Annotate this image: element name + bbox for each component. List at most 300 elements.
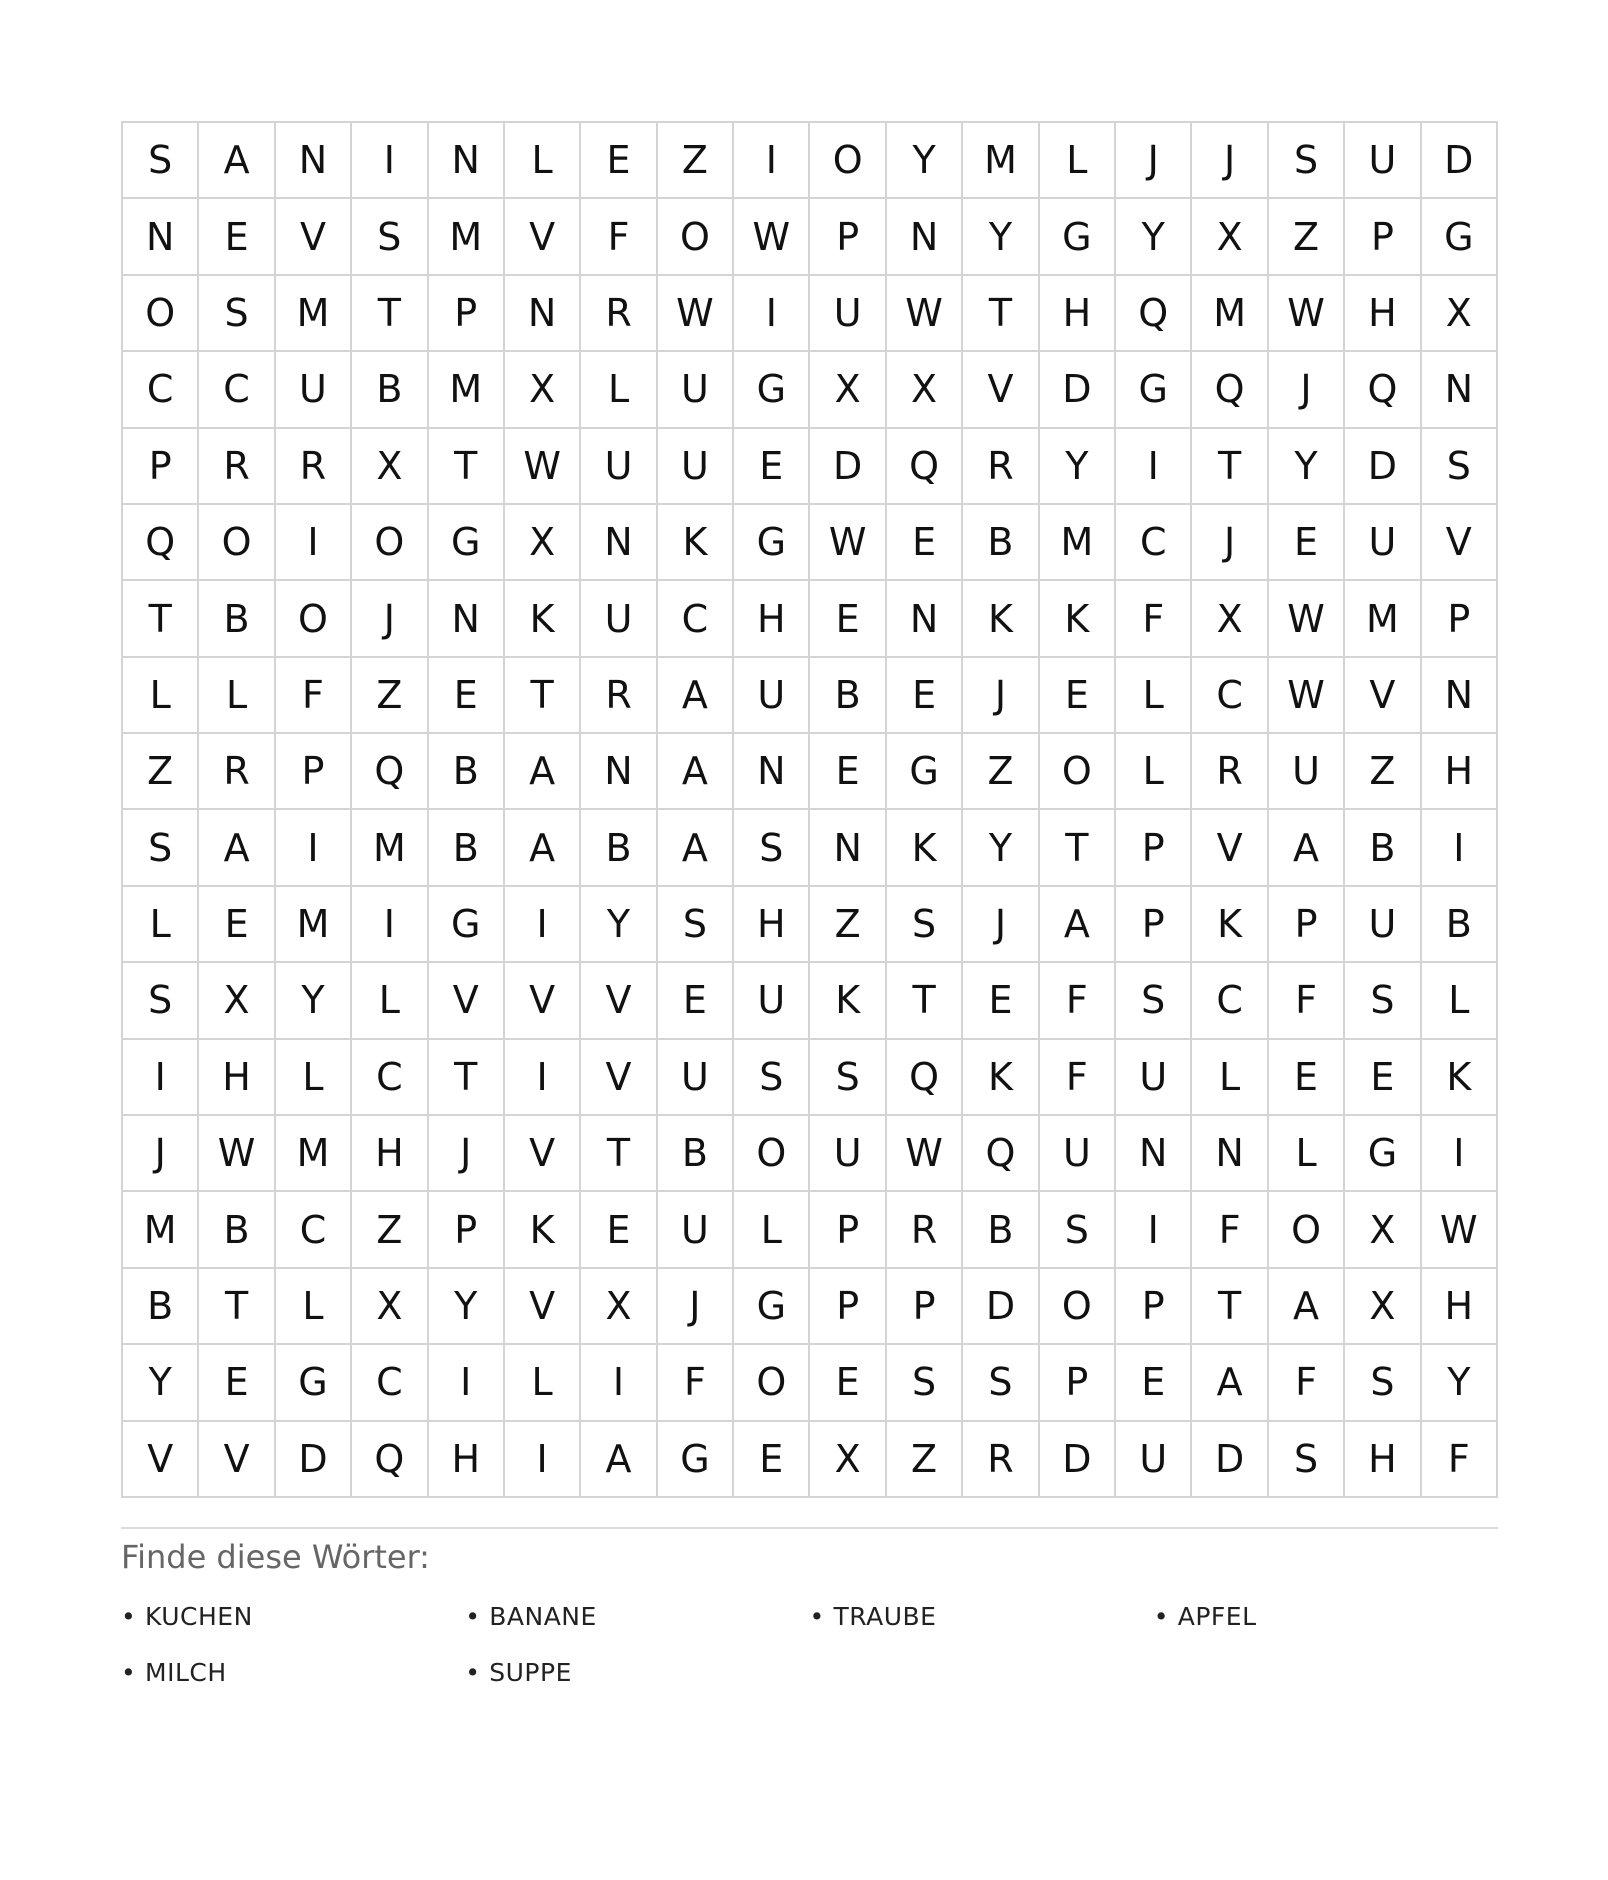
- grid-cell[interactable]: F: [1040, 963, 1116, 1039]
- grid-cell[interactable]: S: [1422, 429, 1498, 505]
- grid-cell[interactable]: C: [1192, 658, 1268, 734]
- grid-cell[interactable]: Z: [963, 734, 1039, 810]
- grid-cell[interactable]: I: [429, 1345, 505, 1421]
- grid-cell[interactable]: L: [352, 963, 428, 1039]
- grid-cell[interactable]: S: [658, 887, 734, 963]
- grid-cell[interactable]: V: [429, 963, 505, 1039]
- grid-cell[interactable]: P: [429, 276, 505, 352]
- grid-cell[interactable]: I: [1422, 810, 1498, 886]
- grid-cell[interactable]: M: [123, 1192, 199, 1268]
- grid-cell[interactable]: I: [505, 887, 581, 963]
- grid-cell[interactable]: X: [810, 1422, 886, 1498]
- grid-cell[interactable]: H: [199, 1040, 275, 1116]
- grid-cell[interactable]: K: [505, 581, 581, 657]
- grid-cell[interactable]: O: [1040, 1269, 1116, 1345]
- grid-cell[interactable]: J: [1116, 123, 1192, 199]
- grid-cell[interactable]: Q: [887, 429, 963, 505]
- grid-cell[interactable]: L: [505, 1345, 581, 1421]
- grid-cell[interactable]: M: [1192, 276, 1268, 352]
- grid-cell[interactable]: O: [199, 505, 275, 581]
- grid-cell[interactable]: I: [581, 1345, 657, 1421]
- grid-cell[interactable]: K: [810, 963, 886, 1039]
- grid-cell[interactable]: S: [734, 1040, 810, 1116]
- grid-cell[interactable]: U: [658, 429, 734, 505]
- grid-cell[interactable]: T: [429, 429, 505, 505]
- grid-cell[interactable]: N: [1422, 352, 1498, 428]
- grid-cell[interactable]: T: [429, 1040, 505, 1116]
- grid-cell[interactable]: N: [429, 581, 505, 657]
- grid-cell[interactable]: A: [1192, 1345, 1268, 1421]
- grid-cell[interactable]: R: [963, 429, 1039, 505]
- grid-cell[interactable]: G: [1345, 1116, 1421, 1192]
- grid-cell[interactable]: P: [887, 1269, 963, 1345]
- grid-cell[interactable]: T: [199, 1269, 275, 1345]
- grid-cell[interactable]: E: [887, 658, 963, 734]
- grid-cell[interactable]: I: [1116, 429, 1192, 505]
- grid-cell[interactable]: U: [581, 581, 657, 657]
- grid-cell[interactable]: S: [963, 1345, 1039, 1421]
- grid-cell[interactable]: E: [199, 199, 275, 275]
- grid-cell[interactable]: G: [429, 505, 505, 581]
- grid-cell[interactable]: Z: [887, 1422, 963, 1498]
- grid-cell[interactable]: Y: [1269, 429, 1345, 505]
- grid-cell[interactable]: T: [1192, 429, 1268, 505]
- grid-cell[interactable]: H: [734, 887, 810, 963]
- grid-cell[interactable]: J: [1269, 352, 1345, 428]
- grid-cell[interactable]: T: [963, 276, 1039, 352]
- grid-cell[interactable]: E: [581, 123, 657, 199]
- grid-cell[interactable]: N: [1192, 1116, 1268, 1192]
- grid-cell[interactable]: P: [810, 199, 886, 275]
- grid-cell[interactable]: N: [810, 810, 886, 886]
- grid-cell[interactable]: E: [734, 429, 810, 505]
- grid-cell[interactable]: T: [505, 658, 581, 734]
- grid-cell[interactable]: Z: [123, 734, 199, 810]
- grid-cell[interactable]: J: [963, 887, 1039, 963]
- grid-cell[interactable]: F: [1269, 1345, 1345, 1421]
- grid-cell[interactable]: Y: [1116, 199, 1192, 275]
- grid-cell[interactable]: E: [734, 1422, 810, 1498]
- grid-cell[interactable]: P: [1116, 1269, 1192, 1345]
- grid-cell[interactable]: Z: [352, 1192, 428, 1268]
- grid-cell[interactable]: S: [1116, 963, 1192, 1039]
- grid-cell[interactable]: E: [199, 887, 275, 963]
- grid-cell[interactable]: G: [734, 505, 810, 581]
- grid-cell[interactable]: I: [505, 1422, 581, 1498]
- grid-cell[interactable]: B: [1422, 887, 1498, 963]
- grid-cell[interactable]: T: [887, 963, 963, 1039]
- grid-cell[interactable]: W: [734, 199, 810, 275]
- grid-cell[interactable]: Q: [352, 1422, 428, 1498]
- grid-cell[interactable]: B: [123, 1269, 199, 1345]
- grid-cell[interactable]: W: [505, 429, 581, 505]
- grid-cell[interactable]: W: [1269, 276, 1345, 352]
- grid-cell[interactable]: T: [581, 1116, 657, 1192]
- grid-cell[interactable]: M: [276, 1116, 352, 1192]
- grid-cell[interactable]: L: [123, 887, 199, 963]
- grid-cell[interactable]: X: [1422, 276, 1498, 352]
- grid-cell[interactable]: V: [505, 1269, 581, 1345]
- grid-cell[interactable]: Q: [352, 734, 428, 810]
- grid-cell[interactable]: G: [1116, 352, 1192, 428]
- grid-cell[interactable]: K: [505, 1192, 581, 1268]
- grid-cell[interactable]: K: [1192, 887, 1268, 963]
- grid-cell[interactable]: Q: [1345, 352, 1421, 428]
- grid-cell[interactable]: P: [429, 1192, 505, 1268]
- grid-cell[interactable]: N: [1422, 658, 1498, 734]
- grid-cell[interactable]: U: [581, 429, 657, 505]
- grid-cell[interactable]: H: [1345, 1422, 1421, 1498]
- grid-cell[interactable]: R: [963, 1422, 1039, 1498]
- grid-cell[interactable]: P: [1269, 887, 1345, 963]
- grid-cell[interactable]: L: [1116, 734, 1192, 810]
- grid-cell[interactable]: W: [810, 505, 886, 581]
- grid-cell[interactable]: W: [887, 1116, 963, 1192]
- grid-cell[interactable]: L: [1040, 123, 1116, 199]
- grid-cell[interactable]: B: [810, 658, 886, 734]
- grid-cell[interactable]: L: [734, 1192, 810, 1268]
- grid-cell[interactable]: W: [887, 276, 963, 352]
- grid-cell[interactable]: G: [734, 352, 810, 428]
- grid-cell[interactable]: N: [505, 276, 581, 352]
- grid-cell[interactable]: H: [1422, 734, 1498, 810]
- grid-cell[interactable]: Z: [1269, 199, 1345, 275]
- grid-cell[interactable]: F: [658, 1345, 734, 1421]
- grid-cell[interactable]: T: [1040, 810, 1116, 886]
- grid-cell[interactable]: O: [276, 581, 352, 657]
- grid-cell[interactable]: R: [887, 1192, 963, 1268]
- grid-cell[interactable]: E: [1116, 1345, 1192, 1421]
- grid-cell[interactable]: H: [734, 581, 810, 657]
- grid-cell[interactable]: R: [276, 429, 352, 505]
- grid-cell[interactable]: E: [810, 734, 886, 810]
- grid-cell[interactable]: X: [505, 505, 581, 581]
- grid-cell[interactable]: A: [505, 810, 581, 886]
- grid-cell[interactable]: I: [734, 276, 810, 352]
- grid-cell[interactable]: Y: [429, 1269, 505, 1345]
- grid-cell[interactable]: N: [581, 734, 657, 810]
- grid-cell[interactable]: M: [276, 276, 352, 352]
- grid-cell[interactable]: D: [963, 1269, 1039, 1345]
- grid-cell[interactable]: S: [734, 810, 810, 886]
- grid-cell[interactable]: S: [123, 123, 199, 199]
- grid-cell[interactable]: K: [963, 581, 1039, 657]
- grid-cell[interactable]: L: [276, 1269, 352, 1345]
- grid-cell[interactable]: U: [810, 1116, 886, 1192]
- grid-cell[interactable]: B: [352, 352, 428, 428]
- grid-cell[interactable]: K: [887, 810, 963, 886]
- grid-cell[interactable]: N: [429, 123, 505, 199]
- grid-cell[interactable]: Q: [1116, 276, 1192, 352]
- grid-cell[interactable]: N: [887, 199, 963, 275]
- grid-cell[interactable]: Y: [1040, 429, 1116, 505]
- grid-cell[interactable]: P: [1040, 1345, 1116, 1421]
- grid-cell[interactable]: U: [658, 352, 734, 428]
- grid-cell[interactable]: S: [887, 887, 963, 963]
- grid-cell[interactable]: W: [199, 1116, 275, 1192]
- grid-cell[interactable]: O: [123, 276, 199, 352]
- grid-cell[interactable]: F: [581, 199, 657, 275]
- grid-cell[interactable]: F: [1422, 1422, 1498, 1498]
- grid-cell[interactable]: W: [1269, 658, 1345, 734]
- grid-cell[interactable]: V: [505, 1116, 581, 1192]
- grid-cell[interactable]: C: [199, 352, 275, 428]
- grid-cell[interactable]: C: [352, 1040, 428, 1116]
- grid-cell[interactable]: X: [352, 429, 428, 505]
- grid-cell[interactable]: N: [1116, 1116, 1192, 1192]
- grid-cell[interactable]: I: [276, 810, 352, 886]
- grid-cell[interactable]: Q: [887, 1040, 963, 1116]
- grid-cell[interactable]: B: [199, 1192, 275, 1268]
- grid-cell[interactable]: U: [658, 1192, 734, 1268]
- grid-cell[interactable]: Q: [1192, 352, 1268, 428]
- grid-cell[interactable]: B: [963, 1192, 1039, 1268]
- grid-cell[interactable]: A: [658, 734, 734, 810]
- grid-cell[interactable]: K: [1422, 1040, 1498, 1116]
- grid-cell[interactable]: X: [352, 1269, 428, 1345]
- grid-cell[interactable]: E: [199, 1345, 275, 1421]
- grid-cell[interactable]: I: [734, 123, 810, 199]
- grid-cell[interactable]: I: [352, 887, 428, 963]
- grid-cell[interactable]: X: [505, 352, 581, 428]
- grid-cell[interactable]: U: [734, 963, 810, 1039]
- grid-cell[interactable]: V: [505, 963, 581, 1039]
- grid-cell[interactable]: B: [658, 1116, 734, 1192]
- grid-cell[interactable]: J: [963, 658, 1039, 734]
- grid-cell[interactable]: N: [581, 505, 657, 581]
- grid-cell[interactable]: M: [352, 810, 428, 886]
- grid-cell[interactable]: S: [887, 1345, 963, 1421]
- grid-cell[interactable]: G: [276, 1345, 352, 1421]
- grid-cell[interactable]: R: [1192, 734, 1268, 810]
- grid-cell[interactable]: P: [1116, 887, 1192, 963]
- grid-cell[interactable]: R: [199, 734, 275, 810]
- grid-cell[interactable]: I: [1116, 1192, 1192, 1268]
- grid-cell[interactable]: F: [1192, 1192, 1268, 1268]
- grid-cell[interactable]: W: [658, 276, 734, 352]
- grid-cell[interactable]: T: [123, 581, 199, 657]
- grid-cell[interactable]: S: [1345, 1345, 1421, 1421]
- grid-cell[interactable]: U: [810, 276, 886, 352]
- grid-cell[interactable]: L: [1116, 658, 1192, 734]
- grid-cell[interactable]: X: [887, 352, 963, 428]
- grid-cell[interactable]: G: [429, 887, 505, 963]
- grid-cell[interactable]: F: [1269, 963, 1345, 1039]
- grid-cell[interactable]: E: [1269, 505, 1345, 581]
- grid-cell[interactable]: O: [1040, 734, 1116, 810]
- grid-cell[interactable]: C: [1192, 963, 1268, 1039]
- grid-cell[interactable]: A: [658, 810, 734, 886]
- grid-cell[interactable]: L: [1269, 1116, 1345, 1192]
- grid-cell[interactable]: V: [505, 199, 581, 275]
- grid-cell[interactable]: A: [658, 658, 734, 734]
- grid-cell[interactable]: Z: [810, 887, 886, 963]
- grid-cell[interactable]: Z: [352, 658, 428, 734]
- grid-cell[interactable]: X: [1345, 1192, 1421, 1268]
- grid-cell[interactable]: Y: [887, 123, 963, 199]
- grid-cell[interactable]: C: [1116, 505, 1192, 581]
- grid-cell[interactable]: X: [1192, 199, 1268, 275]
- grid-cell[interactable]: E: [1269, 1040, 1345, 1116]
- grid-cell[interactable]: J: [1192, 505, 1268, 581]
- grid-cell[interactable]: U: [658, 1040, 734, 1116]
- grid-cell[interactable]: V: [1422, 505, 1498, 581]
- grid-cell[interactable]: G: [887, 734, 963, 810]
- grid-cell[interactable]: I: [276, 505, 352, 581]
- grid-cell[interactable]: H: [1422, 1269, 1498, 1345]
- grid-cell[interactable]: A: [199, 123, 275, 199]
- grid-cell[interactable]: D: [1422, 123, 1498, 199]
- grid-cell[interactable]: V: [963, 352, 1039, 428]
- grid-cell[interactable]: P: [1116, 810, 1192, 886]
- grid-cell[interactable]: V: [581, 963, 657, 1039]
- grid-cell[interactable]: L: [276, 1040, 352, 1116]
- grid-cell[interactable]: V: [199, 1422, 275, 1498]
- grid-cell[interactable]: S: [1269, 123, 1345, 199]
- grid-cell[interactable]: B: [429, 734, 505, 810]
- grid-cell[interactable]: K: [658, 505, 734, 581]
- grid-cell[interactable]: X: [199, 963, 275, 1039]
- grid-cell[interactable]: M: [429, 199, 505, 275]
- grid-cell[interactable]: G: [734, 1269, 810, 1345]
- grid-cell[interactable]: O: [352, 505, 428, 581]
- grid-cell[interactable]: D: [1345, 429, 1421, 505]
- grid-cell[interactable]: L: [1422, 963, 1498, 1039]
- grid-cell[interactable]: P: [1422, 581, 1498, 657]
- grid-cell[interactable]: E: [810, 1345, 886, 1421]
- grid-cell[interactable]: S: [810, 1040, 886, 1116]
- grid-cell[interactable]: U: [1116, 1422, 1192, 1498]
- grid-cell[interactable]: V: [1345, 658, 1421, 734]
- grid-cell[interactable]: L: [1192, 1040, 1268, 1116]
- grid-cell[interactable]: C: [658, 581, 734, 657]
- grid-cell[interactable]: S: [199, 276, 275, 352]
- grid-cell[interactable]: M: [276, 887, 352, 963]
- grid-cell[interactable]: M: [1345, 581, 1421, 657]
- grid-cell[interactable]: F: [276, 658, 352, 734]
- grid-cell[interactable]: L: [199, 658, 275, 734]
- grid-cell[interactable]: V: [276, 199, 352, 275]
- grid-cell[interactable]: O: [1269, 1192, 1345, 1268]
- grid-cell[interactable]: I: [123, 1040, 199, 1116]
- grid-cell[interactable]: X: [1192, 581, 1268, 657]
- grid-cell[interactable]: P: [810, 1192, 886, 1268]
- grid-cell[interactable]: E: [963, 963, 1039, 1039]
- grid-cell[interactable]: S: [352, 199, 428, 275]
- grid-cell[interactable]: Y: [123, 1345, 199, 1421]
- grid-cell[interactable]: D: [1040, 1422, 1116, 1498]
- grid-cell[interactable]: P: [1345, 199, 1421, 275]
- grid-cell[interactable]: Y: [581, 887, 657, 963]
- grid-cell[interactable]: M: [1040, 505, 1116, 581]
- grid-cell[interactable]: X: [1345, 1269, 1421, 1345]
- grid-cell[interactable]: D: [1040, 352, 1116, 428]
- grid-cell[interactable]: B: [963, 505, 1039, 581]
- grid-cell[interactable]: N: [734, 734, 810, 810]
- grid-cell[interactable]: U: [276, 352, 352, 428]
- grid-cell[interactable]: E: [658, 963, 734, 1039]
- grid-cell[interactable]: Y: [963, 199, 1039, 275]
- grid-cell[interactable]: Y: [1422, 1345, 1498, 1421]
- grid-cell[interactable]: E: [429, 658, 505, 734]
- grid-cell[interactable]: C: [352, 1345, 428, 1421]
- grid-cell[interactable]: C: [123, 352, 199, 428]
- grid-cell[interactable]: J: [658, 1269, 734, 1345]
- grid-cell[interactable]: B: [199, 581, 275, 657]
- grid-cell[interactable]: E: [1345, 1040, 1421, 1116]
- grid-cell[interactable]: K: [1040, 581, 1116, 657]
- grid-cell[interactable]: I: [1422, 1116, 1498, 1192]
- grid-cell[interactable]: S: [123, 963, 199, 1039]
- grid-cell[interactable]: O: [810, 123, 886, 199]
- grid-cell[interactable]: B: [581, 810, 657, 886]
- grid-cell[interactable]: F: [1116, 581, 1192, 657]
- grid-cell[interactable]: E: [810, 581, 886, 657]
- grid-cell[interactable]: P: [810, 1269, 886, 1345]
- grid-cell[interactable]: O: [658, 199, 734, 275]
- grid-cell[interactable]: G: [1422, 199, 1498, 275]
- grid-cell[interactable]: H: [429, 1422, 505, 1498]
- grid-cell[interactable]: T: [1192, 1269, 1268, 1345]
- grid-cell[interactable]: Z: [658, 123, 734, 199]
- grid-cell[interactable]: S: [1269, 1422, 1345, 1498]
- grid-cell[interactable]: H: [1345, 276, 1421, 352]
- grid-cell[interactable]: C: [276, 1192, 352, 1268]
- grid-cell[interactable]: G: [1040, 199, 1116, 275]
- grid-cell[interactable]: U: [1040, 1116, 1116, 1192]
- grid-cell[interactable]: L: [505, 123, 581, 199]
- grid-cell[interactable]: A: [199, 810, 275, 886]
- grid-cell[interactable]: U: [1269, 734, 1345, 810]
- grid-cell[interactable]: R: [199, 429, 275, 505]
- grid-cell[interactable]: U: [734, 658, 810, 734]
- grid-cell[interactable]: V: [123, 1422, 199, 1498]
- grid-cell[interactable]: T: [352, 276, 428, 352]
- grid-cell[interactable]: S: [1040, 1192, 1116, 1268]
- grid-cell[interactable]: J: [352, 581, 428, 657]
- grid-cell[interactable]: D: [276, 1422, 352, 1498]
- grid-cell[interactable]: S: [123, 810, 199, 886]
- grid-cell[interactable]: J: [429, 1116, 505, 1192]
- grid-cell[interactable]: Q: [123, 505, 199, 581]
- grid-cell[interactable]: P: [276, 734, 352, 810]
- grid-cell[interactable]: I: [505, 1040, 581, 1116]
- grid-cell[interactable]: Q: [963, 1116, 1039, 1192]
- grid-cell[interactable]: H: [1040, 276, 1116, 352]
- grid-cell[interactable]: R: [581, 276, 657, 352]
- grid-cell[interactable]: J: [123, 1116, 199, 1192]
- grid-cell[interactable]: Z: [1345, 734, 1421, 810]
- grid-cell[interactable]: V: [581, 1040, 657, 1116]
- grid-cell[interactable]: A: [505, 734, 581, 810]
- grid-cell[interactable]: V: [1192, 810, 1268, 886]
- grid-cell[interactable]: W: [1269, 581, 1345, 657]
- grid-cell[interactable]: S: [1345, 963, 1421, 1039]
- grid-cell[interactable]: L: [123, 658, 199, 734]
- grid-cell[interactable]: N: [887, 581, 963, 657]
- grid-cell[interactable]: Y: [276, 963, 352, 1039]
- grid-cell[interactable]: B: [1345, 810, 1421, 886]
- grid-cell[interactable]: F: [1040, 1040, 1116, 1116]
- grid-cell[interactable]: U: [1345, 123, 1421, 199]
- grid-cell[interactable]: R: [581, 658, 657, 734]
- grid-cell[interactable]: K: [963, 1040, 1039, 1116]
- grid-cell[interactable]: Y: [963, 810, 1039, 886]
- grid-cell[interactable]: M: [429, 352, 505, 428]
- grid-cell[interactable]: G: [658, 1422, 734, 1498]
- grid-cell[interactable]: D: [1192, 1422, 1268, 1498]
- grid-cell[interactable]: L: [581, 352, 657, 428]
